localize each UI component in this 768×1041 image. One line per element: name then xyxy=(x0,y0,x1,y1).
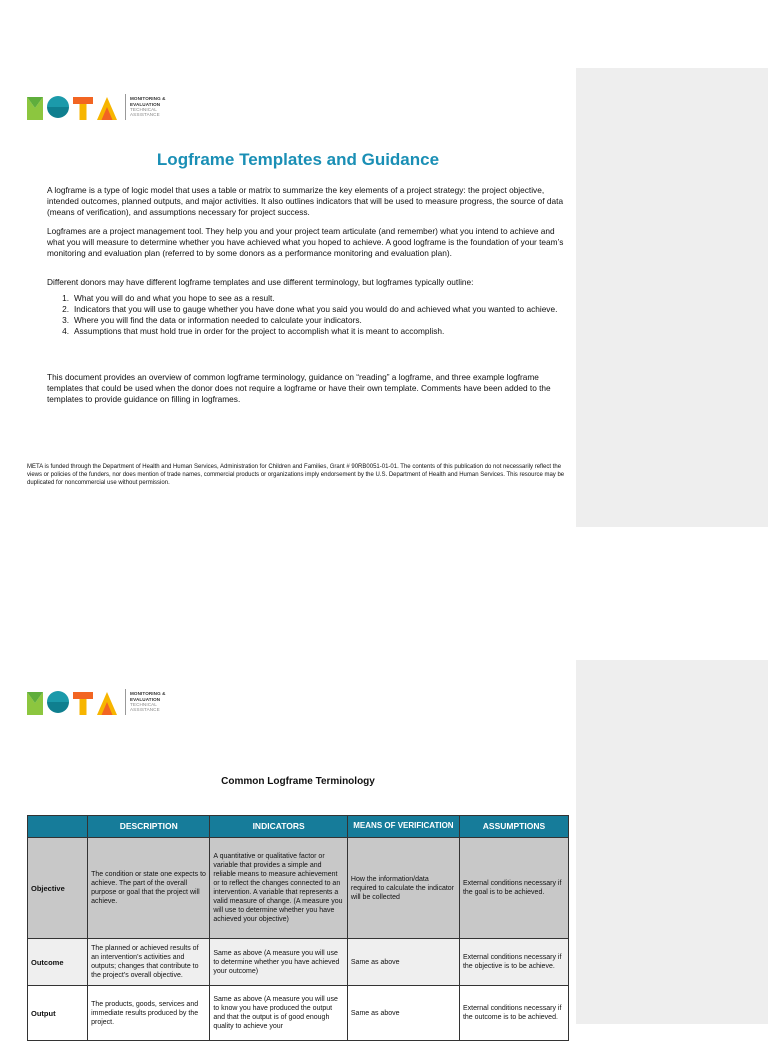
cell-description: The planned or achieved results of an intervention’s activities and outputs; changes that contribute to the project’s overall objective. xyxy=(88,939,210,986)
header-description: DESCRIPTION xyxy=(88,816,210,838)
section-title: Common Logframe Terminology xyxy=(221,776,375,787)
logo-caption: MONITORING & EVALUATION TECHNICAL ASSISTANCE xyxy=(130,96,166,118)
meta-logo-mark xyxy=(27,689,119,715)
cell-description: The products, goods, services and immediate results produced by the project. xyxy=(88,986,210,1041)
list-item: 2. Indicators that you will use to gauge whether you have done what you said you would do and achieved what you wanted to achieve. xyxy=(62,304,558,314)
logo-caption: MONITORING & EVALUATION TECHNICAL ASSISTANCE xyxy=(130,691,166,713)
list-item: 4. Assumptions that must hold true in order for the project to accomplish what it is meant to accomplish. xyxy=(62,326,445,336)
cell-means: Same as above xyxy=(347,986,459,1041)
cell-assumptions: External conditions necessary if the objective is to be achieve. xyxy=(459,939,568,986)
overview-paragraph: This document provides an overview of common logframe terminology, guidance on “reading” a logframe, and three example logframe templates that could be used when the donor does not require a logframe or have their own template. Comments have been added to the templates to provide guidance on filling in logframes. xyxy=(47,372,551,404)
cell-indicators: Same as above (A measure you will use to determine whether you have achieved your outcome) xyxy=(210,939,348,986)
meta-logo-mark xyxy=(27,94,119,120)
table-row-output xyxy=(28,986,569,1041)
funding-footnote: META is funded through the Department of Health and Human Services, Administration for Children and Families, Grant # 90RB0051-01-01. The contents of this publication do not necessarily reflect the views or policies of the funders, nor does mention of trade names, commercial products or organizations imply endorsement by the U.S. Department of Health and Human Services. This resource may be duplicated for noncommercial use without permission. xyxy=(27,464,565,486)
cell-indicators: A quantitative or qualitative factor or variable that provides a simple and reliable means to measure achievement or to reflect the changes connected to an intervention. A variable that represents a valid measure of change. (A measure you will use to determine whether you have achieved your objective) xyxy=(210,838,348,939)
logo-divider xyxy=(125,689,126,715)
list-item: 3. Where you will find the data or information needed to calculate your indicators. xyxy=(62,315,362,325)
intro-paragraph: A logframe is a type of logic model that uses a table or matrix to summarize the key elements of a project strategy: the project objective, intended outcomes, planned outputs, and major activities. It also outlines indicators that will be used to measure progress, the source of data (means of verification), and assumptions necessary for project success. xyxy=(47,185,564,217)
cell-assumptions: External conditions necessary if the outcome is to be achieved. xyxy=(459,986,568,1041)
tool-paragraph: Logframes are a project management tool. They help you and your project team articulate (and remember) what you intend to achieve and what you will measure to determine whether you have achieved what you hoped to achieve. A good logframe is the foundation of your team’s monitoring and evaluation plan (referred to by some donors as a performance monitoring and evaluation plan). xyxy=(47,226,564,258)
header-indicators: INDICATORS xyxy=(210,816,348,838)
cell-assumptions: External conditions necessary if the goal is to be achieved. xyxy=(459,838,568,939)
row-label: Outcome xyxy=(28,939,88,986)
row-label: Output xyxy=(28,986,88,1041)
cell-description: The condition or state one expects to achieve. The part of the overall purpose or goal that the project will achieve. xyxy=(88,838,210,939)
cell-indicators: Same as above (A measure you will use to know you have produced the output and that the output is of good enough quality to achieve your xyxy=(210,986,348,1041)
comment-margin-2 xyxy=(576,660,768,1024)
table-header-row xyxy=(28,816,569,838)
page-title: Logframe Templates and Guidance xyxy=(156,150,440,169)
table-row-objective xyxy=(28,838,569,939)
header-assumptions: ASSUMPTIONS xyxy=(459,816,568,838)
logo-divider xyxy=(125,94,126,120)
meta-logo-page2 xyxy=(27,689,166,715)
list-item: 1. What you will do and what you hope to see as a result. xyxy=(62,293,275,303)
donors-paragraph: Different donors may have different logframe templates and use different terminology, but logframes typically outline: xyxy=(47,277,474,287)
cell-means: Same as above xyxy=(347,939,459,986)
header-blank xyxy=(28,816,88,838)
header-means-of-verification: MEANS OF VERIFICATION xyxy=(347,816,459,838)
row-label: Objective xyxy=(28,838,88,939)
terminology-table xyxy=(27,815,569,1041)
table-row-outcome xyxy=(28,939,569,986)
meta-logo xyxy=(27,94,166,120)
cell-means: How the information/data required to calculate the indicator will be collected xyxy=(347,838,459,939)
logframe-outline-list xyxy=(47,293,567,337)
comment-margin-1 xyxy=(576,68,768,527)
